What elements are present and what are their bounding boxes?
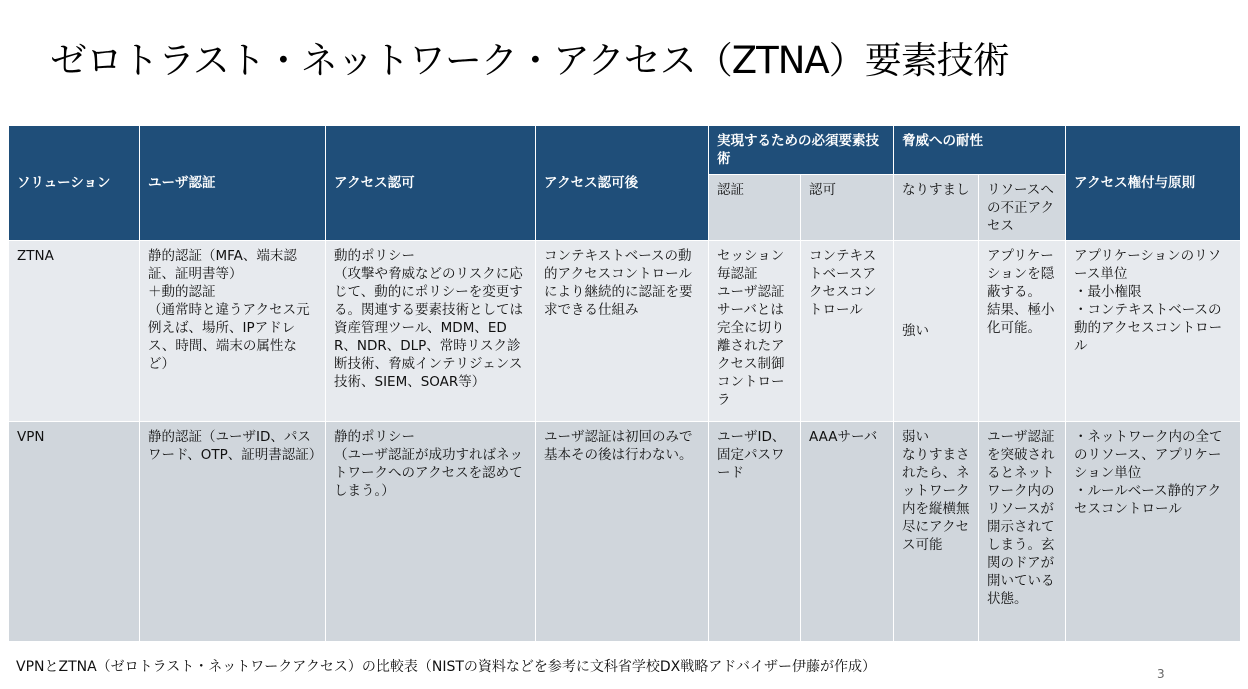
header-access-authz: アクセス認可 (326, 126, 536, 241)
header-solution: ソリューション (9, 126, 140, 241)
cell-tech-authz: コンテキストベースアクセスコントロール (801, 241, 894, 422)
header-threat-resistance: 脅威への耐性 (894, 126, 1066, 175)
footnote: VPNとZTNA（ゼロトラスト・ネットワークアクセス）の比較表（NISTの資料などを参考に文科省学校DX戦略アドバイザー伊藤が作成） (16, 659, 876, 675)
cell-unauthorized-access: アプリケーションを隠蔽する。 結果、極小化可能。 (979, 241, 1066, 422)
slide-title: ゼロトラスト・ネットワーク・アクセス（ZTNA）要素技術 (50, 39, 1009, 82)
header-grant-principle: アクセス権付与原則 (1066, 126, 1241, 241)
cell-access-authz: 静的ポリシー （ユーザ認証が成功すればネットワークへのアクセスを認めてしまう。） (326, 422, 536, 642)
table-row (9, 241, 1241, 422)
subheader-spoofing: なりすまし (894, 175, 979, 241)
subheader-authz: 認可 (801, 175, 894, 241)
cell-user-auth: 静的認証（ユーザID、パスワード、OTP、証明書認証） (140, 422, 326, 642)
cell-access-authz: 動的ポリシー （攻撃や脅威などのリスクに応じて、動的にポリシーを変更する。関連する要素技術としては資産管理ツール、MDM、EDR、NDR、DLP、常時リスク診断技術、脅威インテリジェンス技術、SIEM、SOAR等） (326, 241, 536, 422)
cell-tech-authz: AAAサーバ (801, 422, 894, 642)
comparison-table (8, 125, 1241, 642)
cell-spoofing: 強い (894, 241, 979, 422)
cell-solution: VPN (9, 422, 140, 642)
cell-user-auth: 静的認証（MFA、端末認証、証明書等） ＋動的認証 （通常時と違うアクセス元例えば、場所、IPアドレス、時間、端末の属性など） (140, 241, 326, 422)
cell-solution: ZTNA (9, 241, 140, 422)
table-row (9, 422, 1241, 642)
cell-after-authz: コンテキストベースの動的アクセスコントロールにより継続的に認証を要求できる仕組み (536, 241, 709, 422)
header-user-auth: ユーザ認証 (140, 126, 326, 241)
cell-tech-auth: セッション毎認証 ユーザ認証サーバとは完全に切り離されたアクセス制御コントローラ (709, 241, 801, 422)
page-number: 3 (1157, 667, 1165, 681)
header-after-authz: アクセス認可後 (536, 126, 709, 241)
cell-unauthorized-access: ユーザ認証を突破されるとネットワーク内のリソースが開示されてしまう。玄関のドアが開いている状態。 (979, 422, 1066, 642)
cell-tech-auth: ユーザID、固定パスワード (709, 422, 801, 642)
subheader-unauthorized-access: リソースへの不正アクセス (979, 175, 1066, 241)
subheader-auth: 認証 (709, 175, 801, 241)
cell-spoofing: 弱い なりすまされたら、ネットワーク内を縦横無尽にアクセス可能 (894, 422, 979, 642)
cell-after-authz: ユーザ認証は初回のみで基本その後は行わない。 (536, 422, 709, 642)
cell-principle: アプリケーションのリソース単位 ・最小権限 ・コンテキストベースの動的アクセスコントロール (1066, 241, 1241, 422)
cell-principle: ・ネットワーク内の全てのリソース、アプリケーション単位 ・ルールベース静的アクセスコントロール (1066, 422, 1241, 642)
header-required-tech: 実現するための必須要素技術 (709, 126, 894, 175)
